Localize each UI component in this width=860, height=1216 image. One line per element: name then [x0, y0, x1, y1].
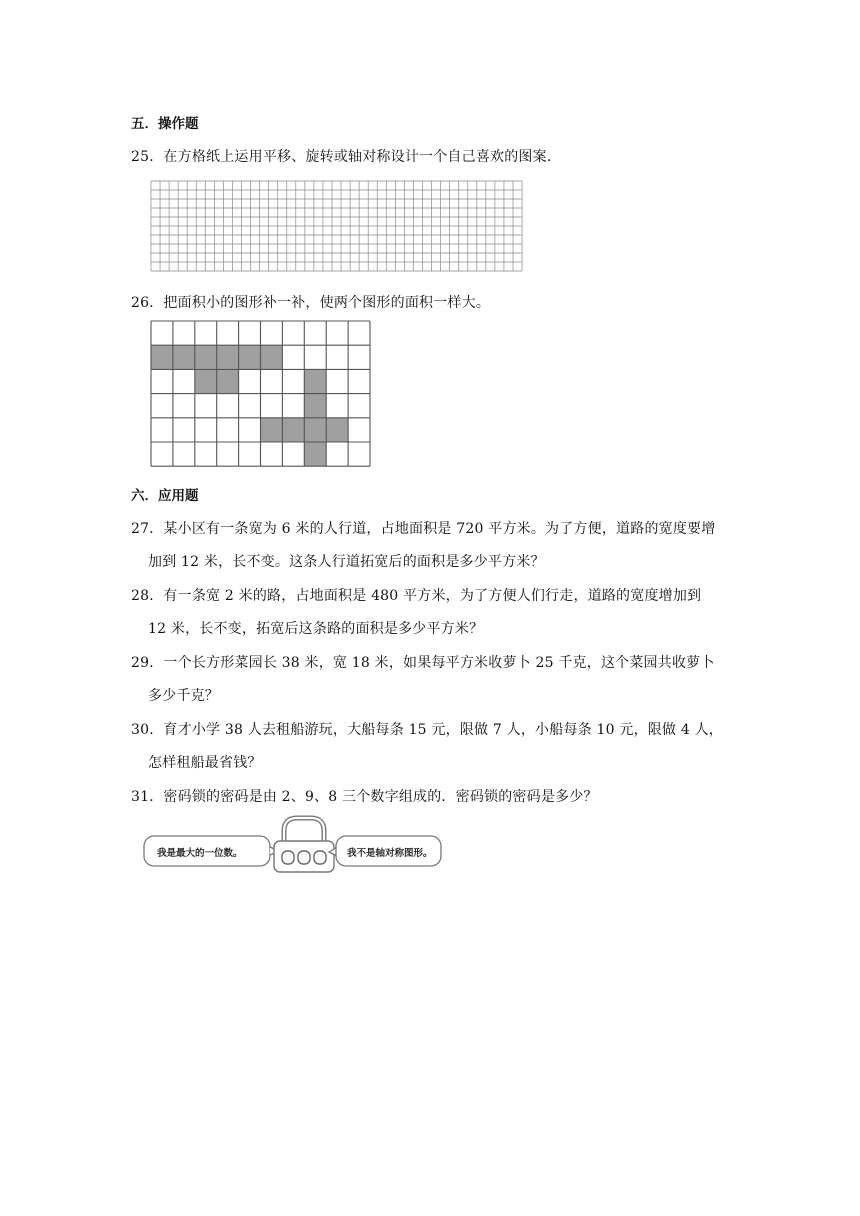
question-30-line2: 怎样租船最省钱？: [148, 755, 262, 771]
question-27-line1: 27．某小区有一条宽为 6 米的人行道，占地面积是 720 平方米。为了方便，道路的宽度要增: [131, 521, 716, 537]
shaded-cell: [195, 345, 217, 369]
question-28-line2: 12 米，长不变，拓宽后这条路的面积是多少平方米？: [148, 621, 484, 637]
shaded-cell: [304, 369, 326, 393]
right-speech-bubble: [329, 836, 441, 866]
shaded-cell: [304, 418, 326, 442]
shaded-cell: [217, 369, 239, 393]
question-29-line2: 多少千克？: [148, 688, 219, 704]
shaded-cell: [173, 345, 195, 369]
lock-icon: [274, 818, 334, 872]
shaded-cell: [151, 345, 173, 369]
question-25: 25．在方格纸上运用平移、旋转或轴对称设计一个自己喜欢的图案.: [131, 149, 552, 165]
question-26: 26．把面积小的图形补一补，使两个图形的面积一样大。: [131, 295, 491, 311]
left-speech-bubble: [144, 836, 279, 866]
left-bubble-text: 我是最大的一位数。: [157, 848, 243, 859]
question-28-line1: 28．有一条宽 2 米的路，占地面积是 480 平方米，为了方便人们行走，道路的宽度增加到: [131, 588, 702, 604]
shaded-cell: [217, 345, 239, 369]
section-five-heading: 五．操作题: [131, 116, 199, 132]
shaded-cell: [282, 418, 304, 442]
section-six-heading: 六．应用题: [131, 488, 199, 504]
right-bubble-text: 我不是轴对称图形。: [347, 848, 433, 859]
shaded-cell: [195, 369, 217, 393]
password-lock-illustration: [143, 815, 443, 877]
shaded-cell: [261, 345, 283, 369]
area-comparison-grid: [150, 320, 372, 471]
question-31: 31．密码锁的密码是由 2、9、8 三个数字组成的．密码锁的密码是多少？: [131, 789, 598, 805]
shaded-cell: [304, 394, 326, 418]
question-30-line1: 30．育才小学 38 人去租船游玩，大船每条 15 元，限做 7 人，小船每条 10 元，限做 4 人，: [131, 722, 723, 738]
lock-digit-slot-1: [282, 851, 294, 864]
shaded-cell: [239, 345, 261, 369]
question-27-line2: 加到 12 米，长不变。这条人行道拓宽后的面积是多少平方米？: [148, 554, 545, 570]
square-grid-paper: [150, 180, 523, 272]
shaded-cell: [304, 442, 326, 466]
lock-digit-slot-2: [298, 851, 310, 864]
lock-digit-slot-3: [314, 851, 326, 864]
question-29-line1: 29．一个长方形菜园长 38 米，宽 18 米，如果每平方米收萝卜 25 千克，这个菜园共收萝卜: [131, 655, 715, 671]
shaded-cell: [326, 418, 348, 442]
shaded-cell: [261, 418, 283, 442]
